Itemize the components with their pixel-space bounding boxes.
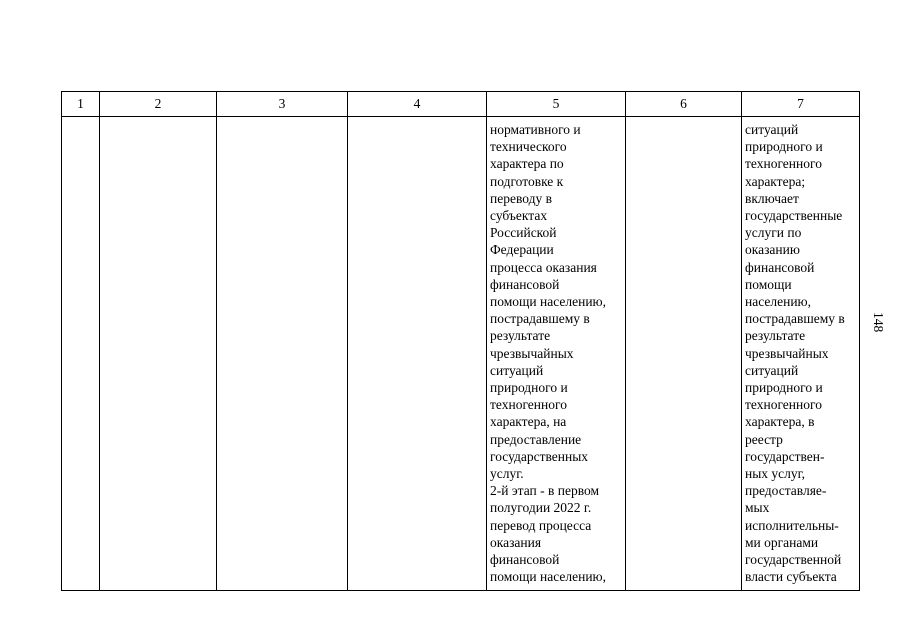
table-row — [62, 117, 860, 591]
cell-col5-text: нормативного и технического характера по подготовке к переводу в субъектах Российской Федерации процесса оказания финансовой помощи населению, пострадавшему в результате чрезвычайных ситуаций природного и техногенного характера, на предоставление государственных услуг. 2-й этап - в первом полугодии 2022 г. перевод процесса оказания финансовой помощи населению, — [490, 122, 607, 585]
cell-col4 — [348, 117, 487, 591]
cell-col5 — [487, 117, 626, 591]
column-header-5: 5 — [487, 92, 626, 117]
cell-col1-text — [62, 117, 99, 121]
cell-col6-text — [626, 117, 741, 121]
data-table — [61, 91, 860, 591]
page-number: 148 — [871, 312, 886, 333]
column-header-4: 4 — [348, 92, 487, 117]
column-header-6: 6 — [626, 92, 742, 117]
cell-col6 — [626, 117, 742, 591]
cell-col3 — [217, 117, 348, 591]
cell-col7 — [742, 117, 860, 591]
column-header-2: 2 — [100, 92, 217, 117]
column-header-7: 7 — [742, 92, 860, 117]
header-row — [62, 92, 860, 117]
column-header-1: 1 — [62, 92, 100, 117]
cell-col3-text — [217, 117, 347, 121]
cell-col7-text: ситуаций природного и техногенного характера; включает государственные услуги по оказанию финансовой помощи населению, пострадавшему в результате чрезвычайных ситуаций природного и техногенного характера, в реестр государствен- ных услуг, предоставляе- мых исполнительны- ми органами государственной власти субъекта — [745, 122, 845, 585]
cell-col1 — [62, 117, 100, 591]
cell-col2 — [100, 117, 217, 591]
cell-col4-text — [348, 117, 486, 121]
column-header-3: 3 — [217, 92, 348, 117]
cell-col2-text — [100, 117, 216, 121]
